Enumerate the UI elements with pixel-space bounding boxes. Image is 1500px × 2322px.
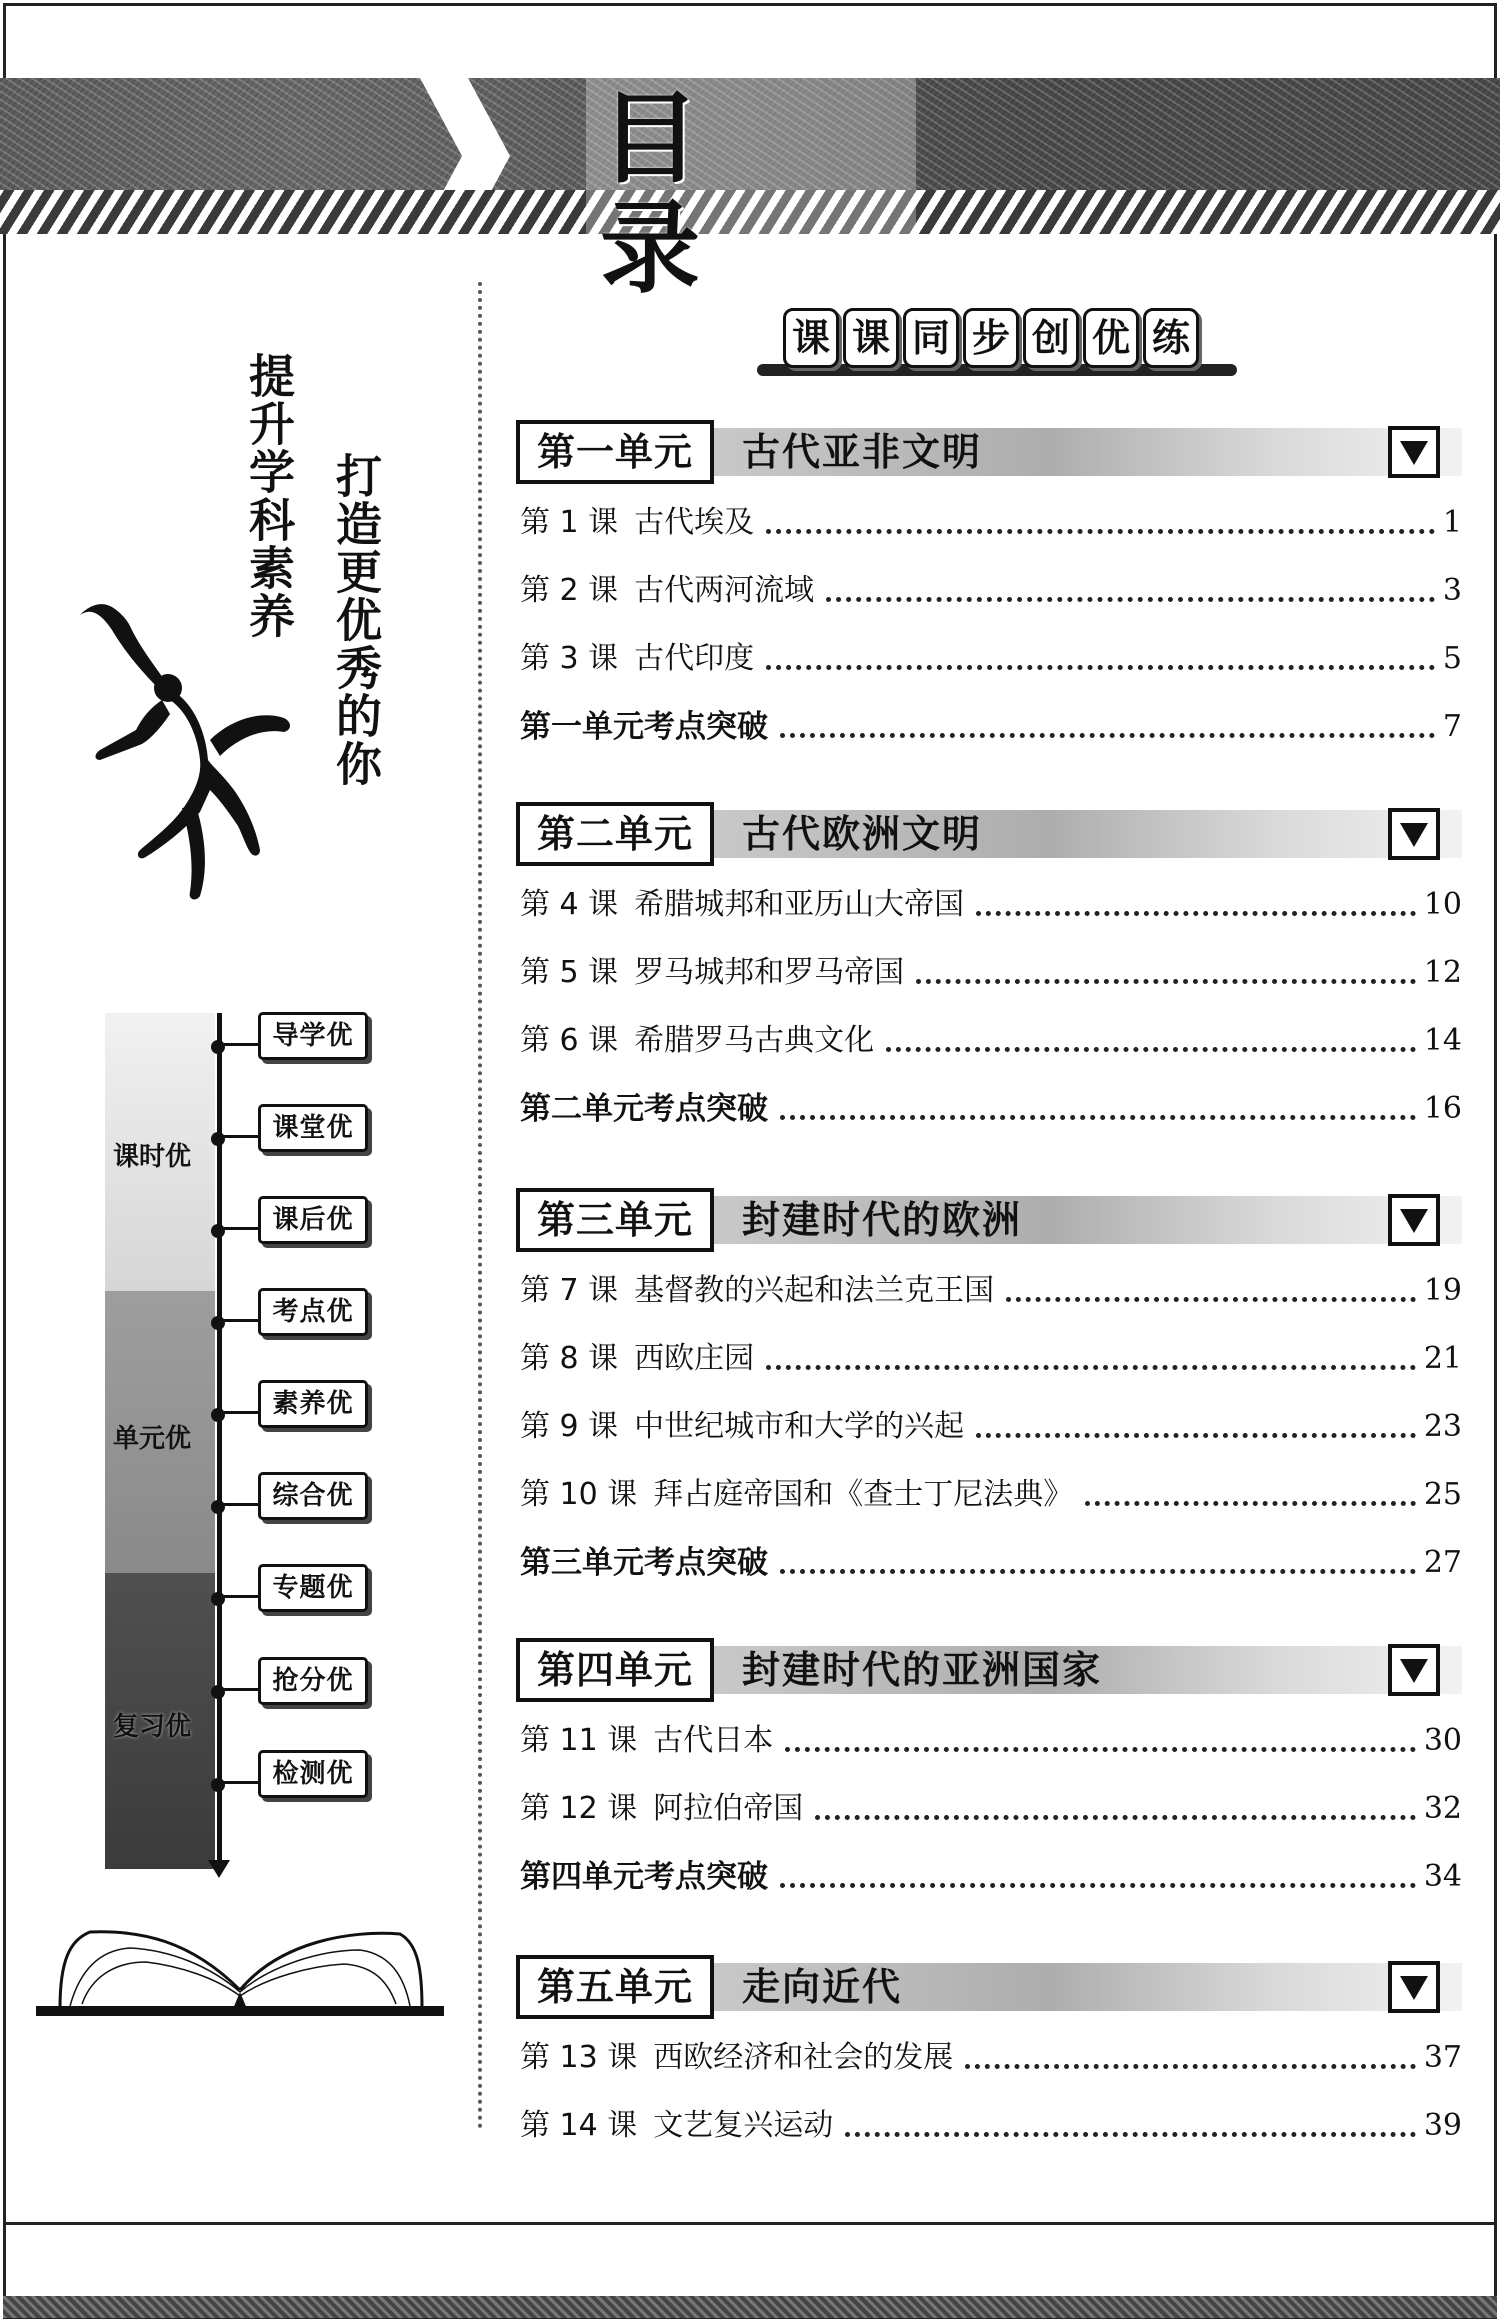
leader-dots: [785, 1747, 1416, 1752]
lesson-title: [520, 638, 754, 680]
unit-header: [516, 420, 1462, 484]
lesson-number: 第 8 课: [520, 1341, 619, 1376]
lesson-number: 第 13 课: [520, 2040, 638, 2075]
page-number: 16: [1423, 1091, 1462, 1126]
lesson-name: 中世纪城市和大学的兴起: [634, 1409, 965, 1444]
unit-title: 走向近代: [742, 1964, 903, 2009]
toc-entry[interactable]: [520, 1406, 1462, 1448]
leader-dots: [766, 529, 1435, 534]
leader-dots: [965, 2064, 1416, 2069]
ladder-rung: [219, 1298, 259, 1322]
ladder-tag: 课堂优: [258, 1104, 368, 1152]
leader-dots: [826, 597, 1435, 602]
unit-expand-toggle[interactable]: [1388, 426, 1440, 478]
lesson-name: 古代两河流域: [634, 573, 815, 608]
leader-dots: [780, 1115, 1416, 1120]
lesson-number: 第 1 课: [520, 505, 619, 540]
page-number: 32: [1423, 1791, 1462, 1826]
toc-entry-summary[interactable]: [520, 1088, 1462, 1130]
lesson-name: 古代埃及: [634, 505, 755, 540]
toc-header-title: [783, 308, 1199, 368]
toc-entry[interactable]: [520, 1474, 1462, 1516]
toc-entry[interactable]: [520, 2037, 1462, 2079]
summary-title: 第二单元考点突破: [520, 1091, 768, 1127]
unit-title: 封建时代的欧洲: [742, 1197, 1023, 1242]
summary-title: 第一单元考点突破: [520, 709, 768, 745]
toc-entry[interactable]: [520, 1020, 1462, 1062]
ladder-rung: [219, 1390, 259, 1414]
unit-label: 第四单元: [516, 1638, 714, 1702]
toc-entry-summary[interactable]: [520, 706, 1462, 748]
lesson-title: [520, 2037, 953, 2079]
lesson-title: [520, 1020, 874, 1062]
page-number: 25: [1423, 1477, 1462, 1512]
lesson-number: 第 12 课: [520, 1791, 638, 1826]
lesson-name: 罗马城邦和罗马帝国: [634, 955, 905, 990]
ladder-tag: 课后优: [258, 1196, 368, 1244]
lesson-title: [520, 502, 754, 544]
ladder-rung: [219, 1760, 259, 1784]
unit-header: [516, 1188, 1462, 1252]
page-title: 目录: [600, 80, 752, 307]
lesson-number: 第 14 课: [520, 2108, 638, 2143]
page-number: 39: [1423, 2108, 1462, 2143]
leader-dots: [845, 2132, 1416, 2137]
ladder-dot: [211, 1778, 225, 1792]
leader-dots: [976, 911, 1416, 916]
ladder-rung: [219, 1206, 259, 1230]
page-number: 37: [1423, 2040, 1462, 2075]
lesson-title: [520, 1720, 773, 1762]
unit-label: 第五单元: [516, 1955, 714, 2019]
leader-dots: [886, 1047, 1416, 1052]
toc-entry[interactable]: [520, 1270, 1462, 1312]
toc-entry[interactable]: [520, 1788, 1462, 1830]
unit-expand-toggle[interactable]: [1388, 1644, 1440, 1696]
page-number: 34: [1423, 1859, 1462, 1894]
toc-entry[interactable]: [520, 884, 1462, 926]
page-number: 12: [1423, 955, 1462, 990]
page-number: 1: [1442, 505, 1462, 540]
ladder-tag: 检测优: [258, 1750, 368, 1798]
leader-dots: [780, 733, 1435, 738]
ladder-tag: 考点优: [258, 1288, 368, 1336]
lesson-title: [520, 570, 814, 612]
lesson-name: 古代日本: [653, 1723, 774, 1758]
toc-entry[interactable]: [520, 1338, 1462, 1380]
lesson-name: 西欧经济和社会的发展: [653, 2040, 954, 2075]
leader-dots: [1006, 1297, 1416, 1302]
ladder-dot: [211, 1132, 225, 1146]
ladder-rung: [219, 1022, 259, 1046]
leader-dots: [976, 1433, 1416, 1438]
leader-dots: [766, 1365, 1416, 1370]
page-number: 19: [1423, 1273, 1462, 1308]
ladder-group-label: 复习优: [113, 1712, 192, 1742]
page-number: 21: [1423, 1341, 1462, 1376]
ladder-dot: [211, 1592, 225, 1606]
ladder-tag: 导学优: [258, 1012, 368, 1060]
bottom-texture: [3, 2296, 1497, 2318]
toc-entry-summary[interactable]: [520, 1856, 1462, 1898]
toc-header-char: 课: [843, 308, 899, 368]
chevron-down-icon: [1398, 1974, 1430, 2002]
leader-dots: [766, 665, 1435, 670]
lesson-title: [520, 2105, 833, 2147]
lesson-number: 第 2 课: [520, 573, 619, 608]
unit-label: 第一单元: [516, 420, 714, 484]
lesson-name: 古代印度: [634, 641, 755, 676]
summary-title: 第三单元考点突破: [520, 1545, 768, 1581]
lesson-name: 拜占庭帝国和《查士丁尼法典》: [653, 1477, 1074, 1512]
unit-header: [516, 1955, 1462, 2019]
page-number: 7: [1442, 709, 1462, 744]
ladder-rung: [219, 1574, 259, 1598]
toc-header-char: 步: [963, 308, 1019, 368]
ladder-tag: 综合优: [258, 1472, 368, 1520]
toc-header-char: 同: [903, 308, 959, 368]
unit-expand-toggle[interactable]: [1388, 1194, 1440, 1246]
unit-header: [516, 1638, 1462, 1702]
ladder-rung: [219, 1482, 259, 1506]
lesson-title: [520, 1406, 964, 1448]
toc-entry[interactable]: [520, 638, 1462, 680]
ladder-tag: 抢分优: [258, 1657, 368, 1705]
page-number: 14: [1423, 1023, 1462, 1058]
unit-expand-toggle[interactable]: [1388, 1961, 1440, 2013]
leader-dots: [780, 1569, 1416, 1574]
page-number: 10: [1423, 887, 1462, 922]
leader-dots: [815, 1815, 1416, 1820]
lesson-name: 阿拉伯帝国: [653, 1791, 804, 1826]
leader-dots: [1085, 1501, 1416, 1506]
unit-title: 封建时代的亚洲国家: [742, 1647, 1103, 1692]
lesson-title: [520, 884, 964, 926]
leader-dots: [916, 979, 1416, 984]
lesson-number: 第 9 课: [520, 1409, 619, 1444]
page-number: 27: [1423, 1545, 1462, 1580]
ladder-tag: 素养优: [258, 1380, 368, 1428]
lesson-name: 希腊城邦和亚历山大帝国: [634, 887, 965, 922]
toc-entry[interactable]: [520, 570, 1462, 612]
ladder-rung: [219, 1114, 259, 1138]
ladder-dot: [211, 1316, 225, 1330]
lesson-number: 第 11 课: [520, 1723, 638, 1758]
page-number: 30: [1423, 1723, 1462, 1758]
toc-entry[interactable]: [520, 2105, 1462, 2147]
page-number: 3: [1442, 573, 1462, 608]
toc-header-char: 练: [1143, 308, 1199, 368]
lesson-title: [520, 1474, 1073, 1516]
ladder-dot: [211, 1685, 225, 1699]
lesson-name: 希腊罗马古典文化: [634, 1023, 875, 1058]
unit-label: 第三单元: [516, 1188, 714, 1252]
ladder-dot: [211, 1040, 225, 1054]
lesson-number: 第 6 课: [520, 1023, 619, 1058]
unit-label: 第二单元: [516, 802, 714, 866]
summary-title: 第四单元考点突破: [520, 1859, 768, 1895]
chevron-down-icon: [1398, 439, 1430, 467]
lesson-title: [520, 952, 904, 994]
jumping-person-icon: [70, 600, 300, 910]
lesson-number: 第 3 课: [520, 641, 619, 676]
chevron-down-icon: [1398, 1207, 1430, 1235]
unit-title: 古代欧洲文明: [742, 811, 983, 856]
chevron-down-icon: [1398, 1657, 1430, 1685]
lesson-title: [520, 1270, 994, 1312]
ladder-dot: [211, 1500, 225, 1514]
lesson-number: 第 4 课: [520, 887, 619, 922]
unit-expand-toggle[interactable]: [1388, 808, 1440, 860]
lesson-name: 基督教的兴起和法兰克王国: [634, 1273, 995, 1308]
slogan-better-you: 打造更优秀的你: [329, 452, 383, 788]
toc-entry-summary[interactable]: [520, 1542, 1462, 1584]
open-book-icon: [30, 1920, 450, 2020]
chevron-down-icon: [1398, 821, 1430, 849]
ladder-tag: 专题优: [258, 1564, 368, 1612]
lesson-name: 文艺复兴运动: [653, 2108, 834, 2143]
lesson-number: 第 7 课: [520, 1273, 619, 1308]
lesson-title: [520, 1338, 754, 1380]
ladder-group-label: 单元优: [113, 1424, 192, 1454]
unit-title: 古代亚非文明: [742, 429, 983, 474]
lesson-number: 第 5 课: [520, 955, 619, 990]
ladder-arrow-down-icon: [208, 1860, 230, 1878]
ladder-dot: [211, 1224, 225, 1238]
toc-header-char: 课: [783, 308, 839, 368]
bottom-rule: [3, 2222, 1497, 2225]
leader-dots: [780, 1883, 1416, 1888]
lesson-number: 第 10 课: [520, 1477, 638, 1512]
column-divider: [478, 282, 482, 2130]
toc-entry[interactable]: [520, 952, 1462, 994]
ladder-rung: [219, 1667, 259, 1691]
slogan-improve-literacy: 提升学科素养: [242, 352, 296, 640]
toc-header-char: 优: [1083, 308, 1139, 368]
toc-entry[interactable]: [520, 502, 1462, 544]
ladder-dot: [211, 1408, 225, 1422]
lesson-title: [520, 1788, 803, 1830]
toc-entry[interactable]: [520, 1720, 1462, 1762]
lesson-name: 西欧庄园: [634, 1341, 755, 1376]
toc-header: [757, 308, 1237, 394]
page-number: 23: [1423, 1409, 1462, 1444]
page-number: 5: [1442, 641, 1462, 676]
toc-header-char: 创: [1023, 308, 1079, 368]
ladder-group-label: 课时优: [113, 1142, 192, 1172]
unit-header: [516, 802, 1462, 866]
